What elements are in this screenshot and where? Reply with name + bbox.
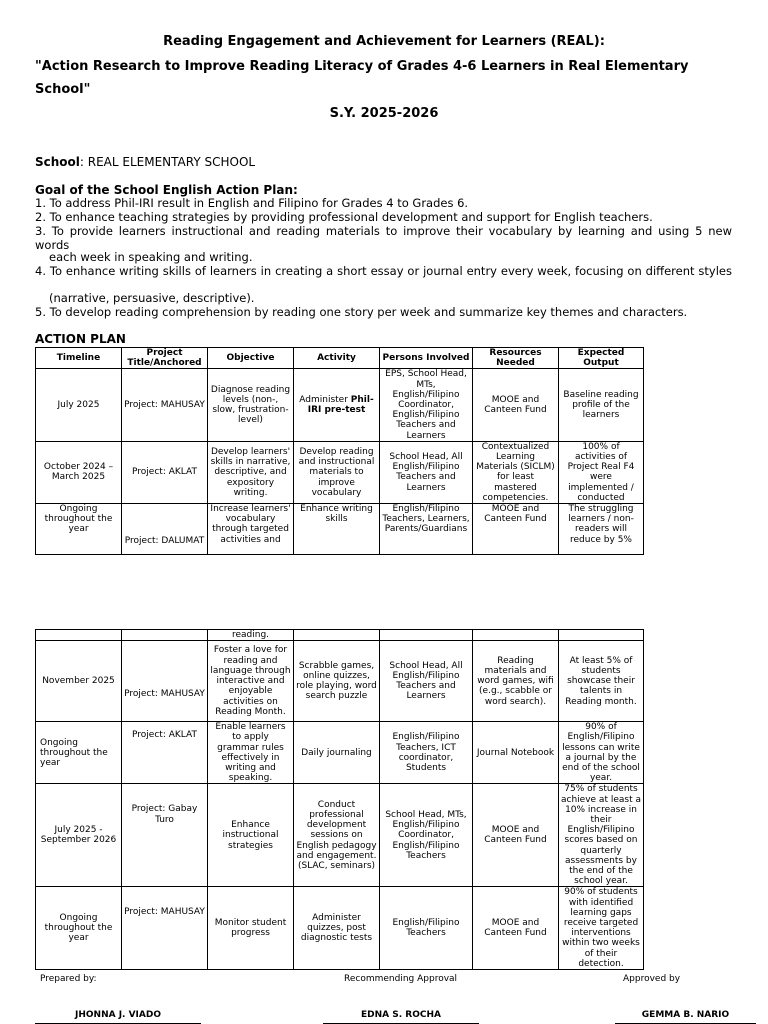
goal-item: 3. To provide learners instructional and reading materials to improve their vocabulary by learning and using 5 new words	[35, 224, 732, 252]
table-cell: MOOE and Canteen Fund	[473, 887, 559, 970]
table-cell: English/Filipino Teachers	[380, 887, 473, 970]
goal-item: 1. To address Phil-IRI result in English and Filipino for Grades 4 to Grades 6.	[35, 196, 469, 210]
school-value: : REAL ELEMENTARY SCHOOL	[79, 155, 256, 169]
school-year: S.Y. 2025-2026	[329, 106, 439, 121]
research-title-line2: School"	[35, 82, 91, 97]
table-cell: EPS, School Head, MTs, English/Filipino Coordinator, English/Filipino Teachers and Learners	[380, 369, 473, 441]
table-row	[36, 887, 644, 970]
table-cell: October 2024 – March 2025	[36, 441, 122, 503]
research-title-line1: "Action Research to Improve Reading Literacy of Grades 4-6 Learners in Real Elementary	[35, 59, 689, 74]
table-header-row	[36, 348, 644, 369]
table-cell: MOOE and Canteen Fund	[473, 369, 559, 441]
table-cell: reading.	[208, 630, 294, 641]
table-row	[36, 722, 644, 784]
table-cell: Enable learners to apply grammar rules effectively in writing and speaking.	[208, 722, 294, 784]
table-cell: English/Filipino Teachers, Learners, Parents/Guardians	[380, 504, 473, 555]
column-header: Persons Involved	[380, 348, 473, 369]
column-header: Timeline	[36, 348, 122, 369]
table-cell	[380, 630, 473, 641]
table-cell: Baseline reading profile of the learners	[559, 369, 644, 441]
recommending-approval-label: Recommending Approval	[344, 974, 458, 984]
table-cell: English/Filipino Teachers, ICT coordinator, Students	[380, 722, 473, 784]
goal-item-cont: each week in speaking and writing.	[49, 250, 253, 264]
table-cell: Project: MAHUSAY	[122, 369, 208, 441]
table-row	[36, 784, 644, 887]
table-cell: Reading materials and word games, wifi (e.g., scabble or word search).	[473, 641, 559, 722]
table-cell: Foster a love for reading and language through interactive and enjoyable activities on Reading Month.	[208, 641, 294, 722]
prepared-by-name: JHONNA J. VIADO	[35, 1010, 201, 1024]
table-row	[36, 441, 644, 503]
table-cell: Ongoing throughout the year	[36, 887, 122, 970]
table-cell: Conduct professional development sessions on English pedagogy and engagement. (SLAC, seminars)	[294, 784, 380, 887]
table-cell: 100% of activities of Project Real F4 were implemented / conducted	[559, 441, 644, 503]
table-cell: Ongoing throughout the year	[36, 722, 122, 784]
table-cell: Project: Gabay Turo	[122, 784, 208, 887]
table-cell: Daily journaling	[294, 722, 380, 784]
table-cell: Develop reading and instructional materials to improve vocabulary	[294, 441, 380, 503]
table-cell: Develop learners' skills in narrative, descriptive, and expository writing.	[208, 441, 294, 503]
table-cell: Contextualized Learning Materials (SICLM) for least mastered competencies.	[473, 441, 559, 503]
goal-item: 5. To develop reading comprehension by reading one story per week and summarize key themes and characters.	[35, 305, 688, 319]
table-cell: Project: MAHUSAY	[122, 887, 208, 970]
table-cell: MOOE and Canteen Fund	[473, 504, 559, 555]
table-cell: Monitor student progress	[208, 887, 294, 970]
column-header: Objective	[208, 348, 294, 369]
table-cell: July 2025 - September 2026	[36, 784, 122, 887]
table-row	[36, 369, 644, 441]
document-title: Reading Engagement and Achievement for Learners (REAL):	[163, 34, 605, 49]
activity-bold-text: Phil-IRI pre-test	[307, 394, 374, 416]
action-plan-heading: ACTION PLAN	[35, 332, 126, 346]
table-cell: MOOE and Canteen Fund	[473, 784, 559, 887]
table-cell	[122, 630, 208, 641]
goal-item: 4. To enhance writing skills of learners in creating a short essay or journal entry every week, focusing on different styles	[35, 264, 732, 278]
table-cell: Ongoing throughout the year	[36, 504, 122, 555]
table-cell	[294, 369, 380, 441]
table-cell: November 2025	[36, 641, 122, 722]
school-line	[35, 156, 732, 170]
table-cell: Enhance writing skills	[294, 504, 380, 555]
approved-by-label: Approved by	[623, 974, 681, 984]
action-plan-table-page1	[35, 347, 644, 555]
table-cell: Project: AKLAT	[122, 441, 208, 503]
goal-heading: Goal of the School English Action Plan:	[35, 183, 298, 197]
table-cell: School Head, All English/Filipino Teachers and Learners	[380, 441, 473, 503]
recommending-name: EDNA S. ROCHA	[323, 1010, 479, 1024]
activity-text: Administer	[299, 394, 351, 405]
column-header: Activity	[294, 348, 380, 369]
table-cell	[473, 630, 559, 641]
table-cell: School Head, All English/Filipino Teachers and Learners	[380, 641, 473, 722]
table-cell	[559, 630, 644, 641]
table-cell: Administer quizzes, post diagnostic tests	[294, 887, 380, 970]
table-cell: July 2025	[36, 369, 122, 441]
table-cell: Project: AKLAT	[122, 722, 208, 784]
table-cell: Enhance instructional strategies	[208, 784, 294, 887]
table-row	[36, 641, 644, 722]
table-cell: Project: DALUMAT	[122, 504, 208, 555]
column-header: Resources Needed	[473, 348, 559, 369]
table-cell: Diagnose reading levels (non-, slow, frustration-level)	[208, 369, 294, 441]
goal-item: 2. To enhance teaching strategies by providing professional development and support for English teachers.	[35, 210, 653, 224]
table-cell: 75% of students achieve at least a 10% increase in their English/Filipino scores based on quarterly assessments by the end of the school year.	[559, 784, 644, 887]
table-row	[36, 504, 644, 555]
action-plan-table-page2	[35, 629, 644, 970]
table-cell: The struggling learners / non-readers will reduce by 5%	[559, 504, 644, 555]
approved-by-name: GEMMA B. NARIO	[615, 1010, 756, 1024]
table-cell: 90% of English/Filipino lessons can write a journal by the end of the school year.	[559, 722, 644, 784]
table-cell: At least 5% of students showcase their talents in Reading month.	[559, 641, 644, 722]
prepared-by-label: Prepared by:	[40, 974, 97, 984]
table-cell: 90% of students with identified learning gaps receive targeted interventions within two weeks of their detection.	[559, 887, 644, 970]
table-cell: Project: MAHUSAY	[122, 641, 208, 722]
table-cell	[36, 630, 122, 641]
column-header: Project Title/Anchored	[122, 348, 208, 369]
table-cell: Scrabble games, online quizzes, role playing, word search puzzle	[294, 641, 380, 722]
table-cell: School Head, MTs, English/Filipino Coordinator, English/Filipino Teachers	[380, 784, 473, 887]
table-row	[36, 630, 644, 641]
column-header: Expected Output	[559, 348, 644, 369]
school-label: School	[35, 155, 80, 169]
table-cell: Journal Notebook	[473, 722, 559, 784]
goal-item-cont: (narrative, persuasive, descriptive).	[49, 291, 255, 305]
table-cell: Increase learners' vocabulary through targeted activities and	[208, 504, 294, 555]
table-cell	[294, 630, 380, 641]
